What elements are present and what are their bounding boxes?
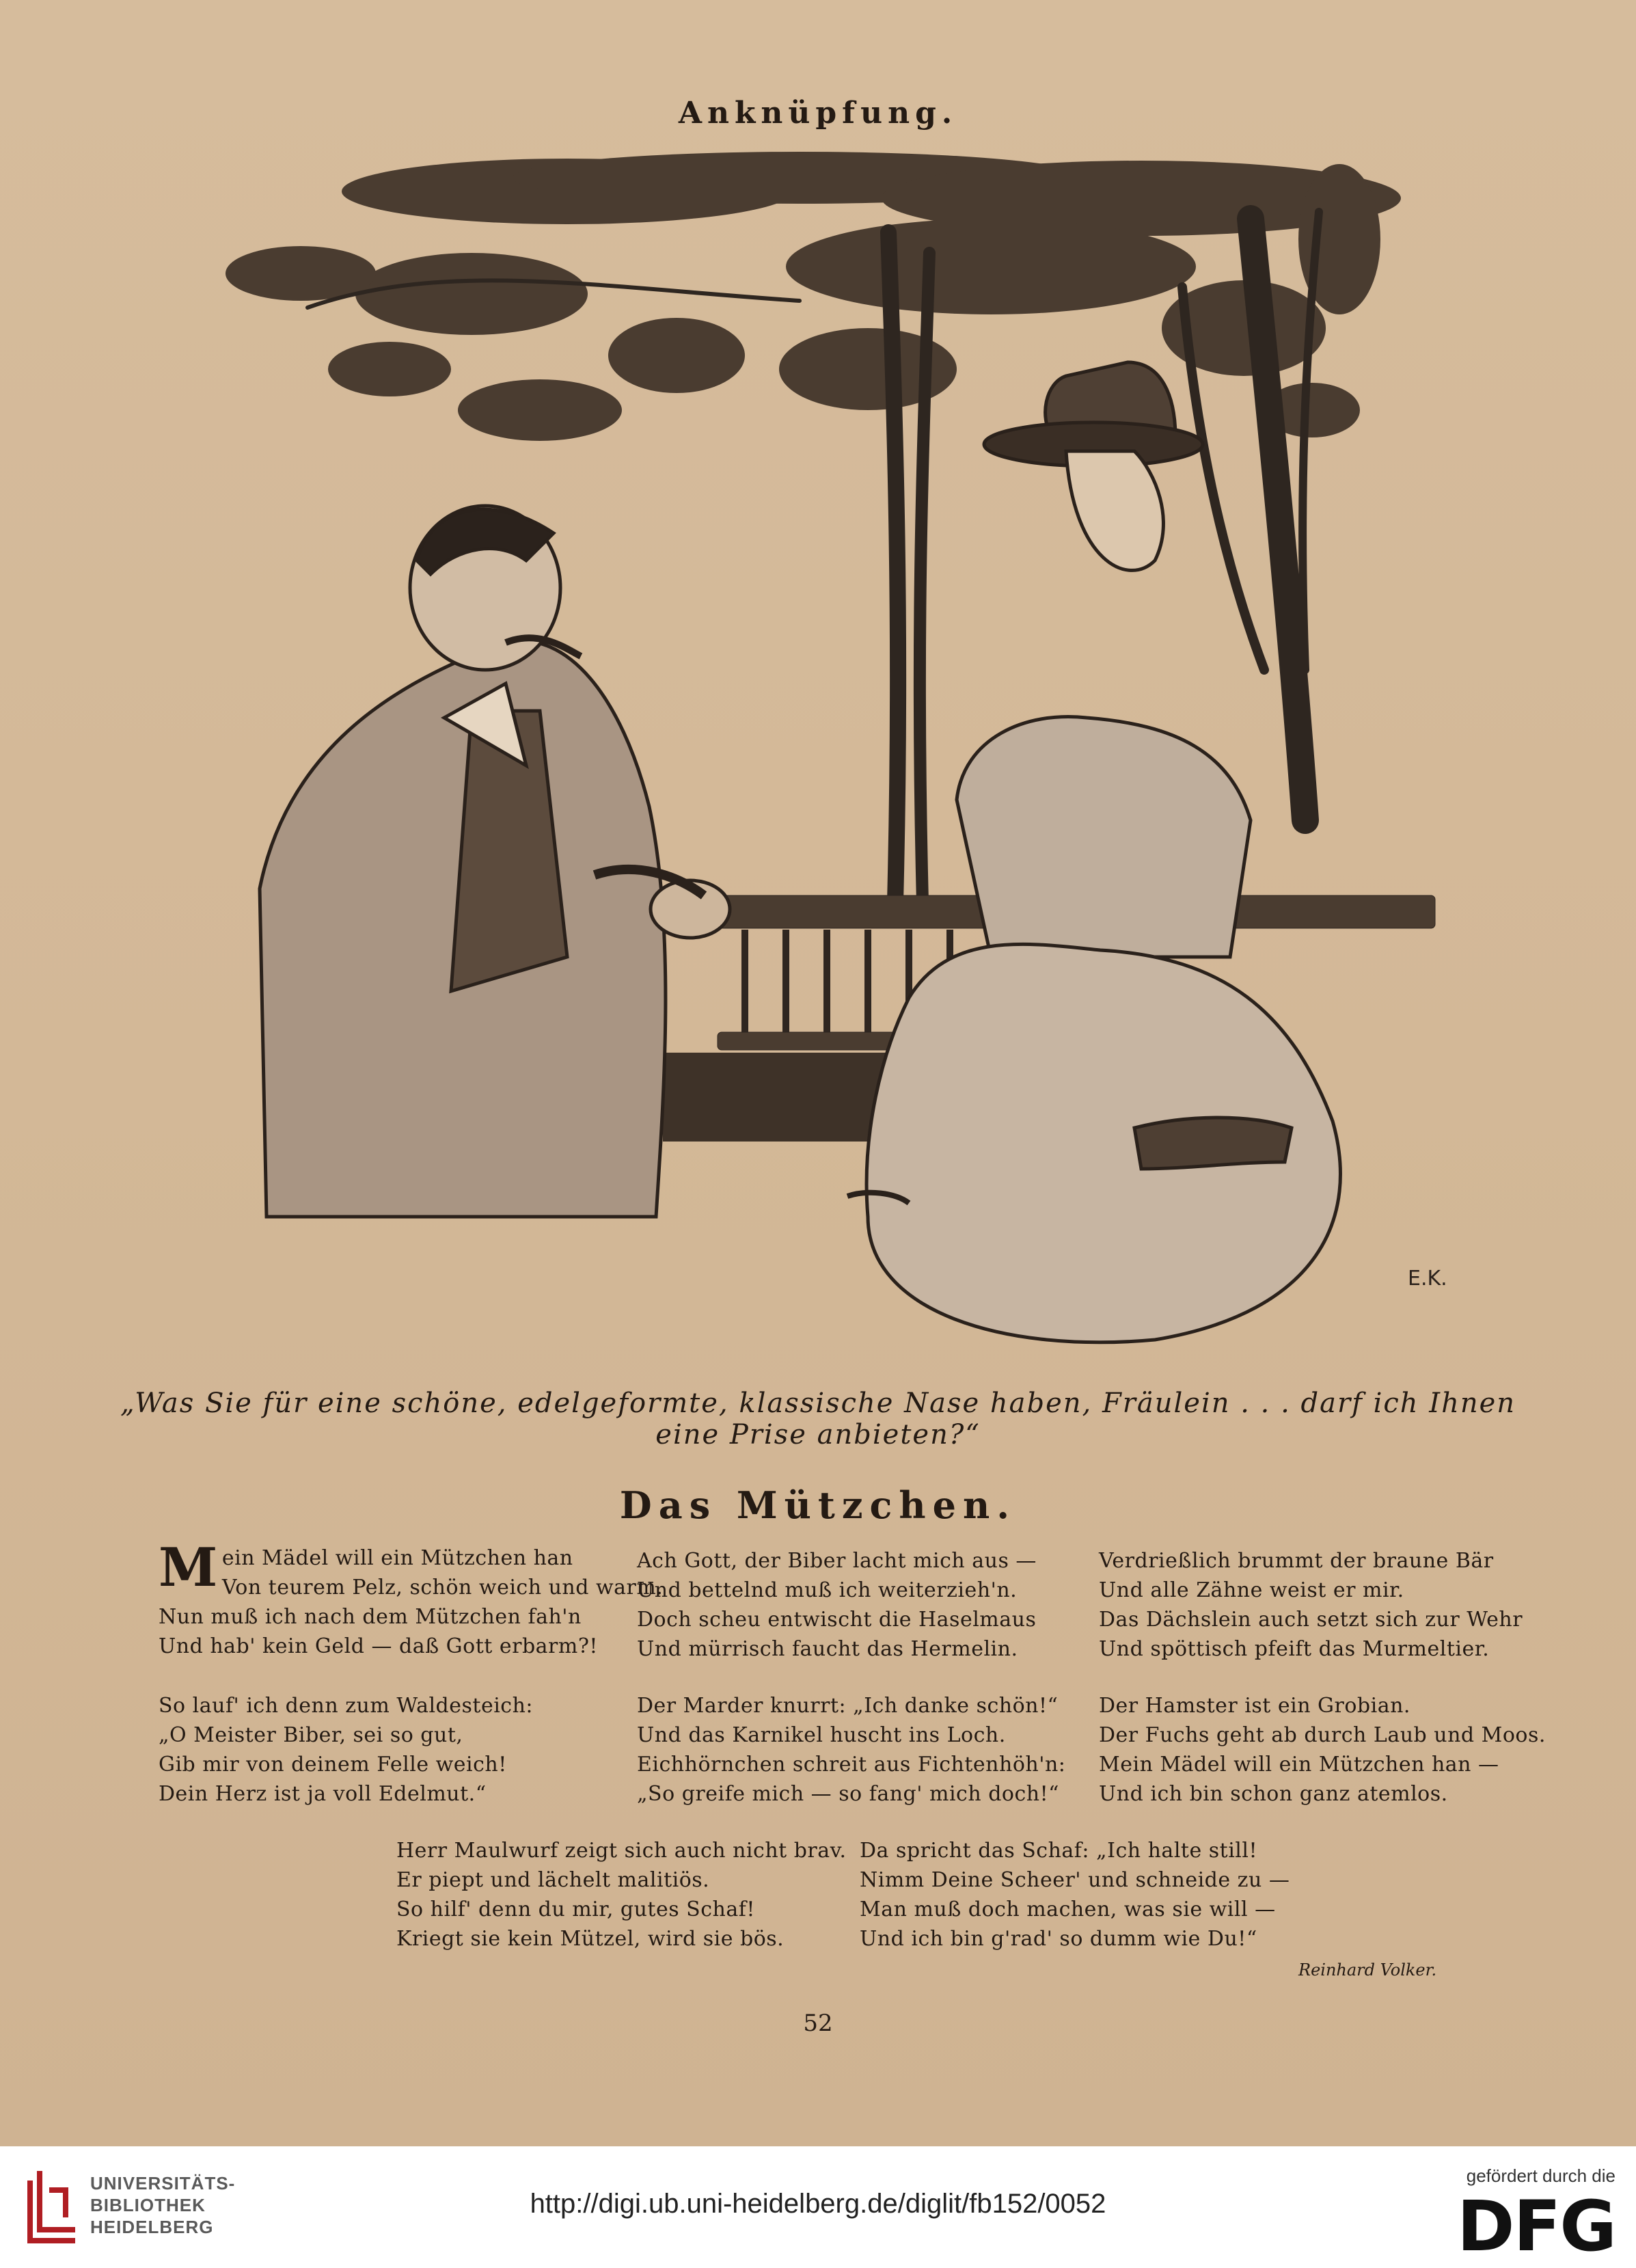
poem-line: „So greife mich — so fang' mich doch!“: [637, 1782, 1059, 1806]
poem-line: Und ich bin schon ganz atemlos.: [1099, 1782, 1448, 1806]
poem-line: Dein Herz ist ja voll Edelmut.“: [159, 1782, 487, 1806]
stanza-7: [396, 1836, 847, 1954]
drop-cap: M: [159, 1537, 218, 1599]
poem-line: Und alle Zähne weist er mir.: [1099, 1578, 1404, 1602]
library-name-line: HEIDELBERG: [90, 2217, 214, 2237]
poem-line: Herr Maulwurf zeigt sich auch nicht brav.: [396, 1839, 847, 1863]
artist-signature: E.K.: [1408, 1267, 1447, 1291]
poem-line: Der Marder knurrt: „Ich danke schön!“: [637, 1694, 1059, 1718]
poem-line: So hilf' denn du mir, gutes Schaf!: [396, 1898, 755, 1921]
poem-line: Eichhörnchen schreit aus Fichtenhöh'n:: [637, 1753, 1066, 1777]
poem-line: Gib mir von deinem Felle weich!: [159, 1753, 507, 1777]
cartoon-illustration: [185, 150, 1483, 1367]
page-number: 52: [803, 2010, 833, 2037]
poem-line: Er piept und lächelt malitiös.: [396, 1868, 710, 1892]
poem-line: Und mürrisch faucht das Hermelin.: [637, 1637, 1018, 1661]
stanza-2: [637, 1546, 1037, 1664]
poem-line: Das Dächslein auch setzt sich zur Wehr: [1099, 1608, 1523, 1632]
digitization-footer: [0, 2146, 1636, 2268]
poem-line: Und bettelnd muß ich weiterzieh'n.: [637, 1578, 1018, 1602]
poem-line: „O Meister Biber, sei so gut,: [159, 1723, 463, 1747]
stanza-5: [637, 1691, 1065, 1809]
poem-line: Der Hamster ist ein Grobian.: [1099, 1694, 1410, 1718]
stanza-6: [1099, 1691, 1546, 1809]
page-title: Anknüpfung.: [678, 96, 958, 131]
stanza-1: [159, 1537, 664, 1661]
stanza-4: [159, 1691, 533, 1809]
poem-line: Der Fuchs geht ab durch Laub und Moos.: [1099, 1723, 1546, 1747]
tree-foliage: [226, 152, 1401, 441]
poem-line: Doch scheu entwischt die Haselmaus: [637, 1608, 1037, 1632]
poem-line: Ach Gott, der Biber lacht mich aus —: [637, 1549, 1037, 1573]
poem-line: So lauf' ich denn zum Waldesteich:: [159, 1694, 534, 1718]
illustration-caption: „Was Sie für eine schöne, edelgeformte, klassische Nase haben, Fräulein . . . darf ich Ihnen eine Prise anbieten?“: [120, 1388, 1516, 1450]
library-name-line: UNIVERSITÄTS-: [90, 2173, 236, 2193]
poem-line: Mein Mädel will ein Mützchen han —: [1099, 1753, 1499, 1777]
stanza-3: [1099, 1546, 1523, 1664]
poem-line: Und spöttisch pfeift das Murmeltier.: [1099, 1637, 1490, 1661]
stanza-8: [860, 1836, 1290, 1954]
poem-line: Verdrießlich brummt der braune Bär: [1099, 1549, 1494, 1573]
poem-line: Und ich bin g'rad' so dumm wie Du!“: [860, 1927, 1257, 1951]
poem-line: Und das Karnikel huscht ins Loch.: [637, 1723, 1006, 1747]
poem-line: Von teurem Pelz, schön weich und warm.: [221, 1576, 664, 1599]
poem-title: Das Mützchen.: [619, 1483, 1017, 1527]
source-url-link[interactable]: http://digi.ub.uni-heidelberg.de/diglit/fb152/0052: [530, 2189, 1106, 2219]
man-figure: [260, 506, 730, 1217]
poem-line: Da spricht das Schaf: „Ich halte still!: [860, 1839, 1258, 1863]
poem-author: Reinhard Volker.: [1298, 1960, 1437, 1980]
poem-line: ein Mädel will ein Mützchen han: [221, 1546, 573, 1570]
dfg-logo[interactable]: DFG: [1456, 2186, 1615, 2267]
poem-line: Man muß doch machen, was sie will —: [860, 1898, 1276, 1921]
funded-by-label: gefördert durch die: [1466, 2165, 1615, 2186]
poem-line: Und hab' kein Geld — daß Gott erbarm?!: [159, 1634, 598, 1658]
library-name-line: BIBLIOTHEK: [90, 2195, 206, 2215]
poem-line: Kriegt sie kein Mützel, wird sie bös.: [396, 1927, 785, 1951]
poem-line: Nimm Deine Scheer' und schneide zu —: [860, 1868, 1290, 1892]
poem-line: Nun muß ich nach dem Mützchen fah'n: [159, 1605, 582, 1629]
